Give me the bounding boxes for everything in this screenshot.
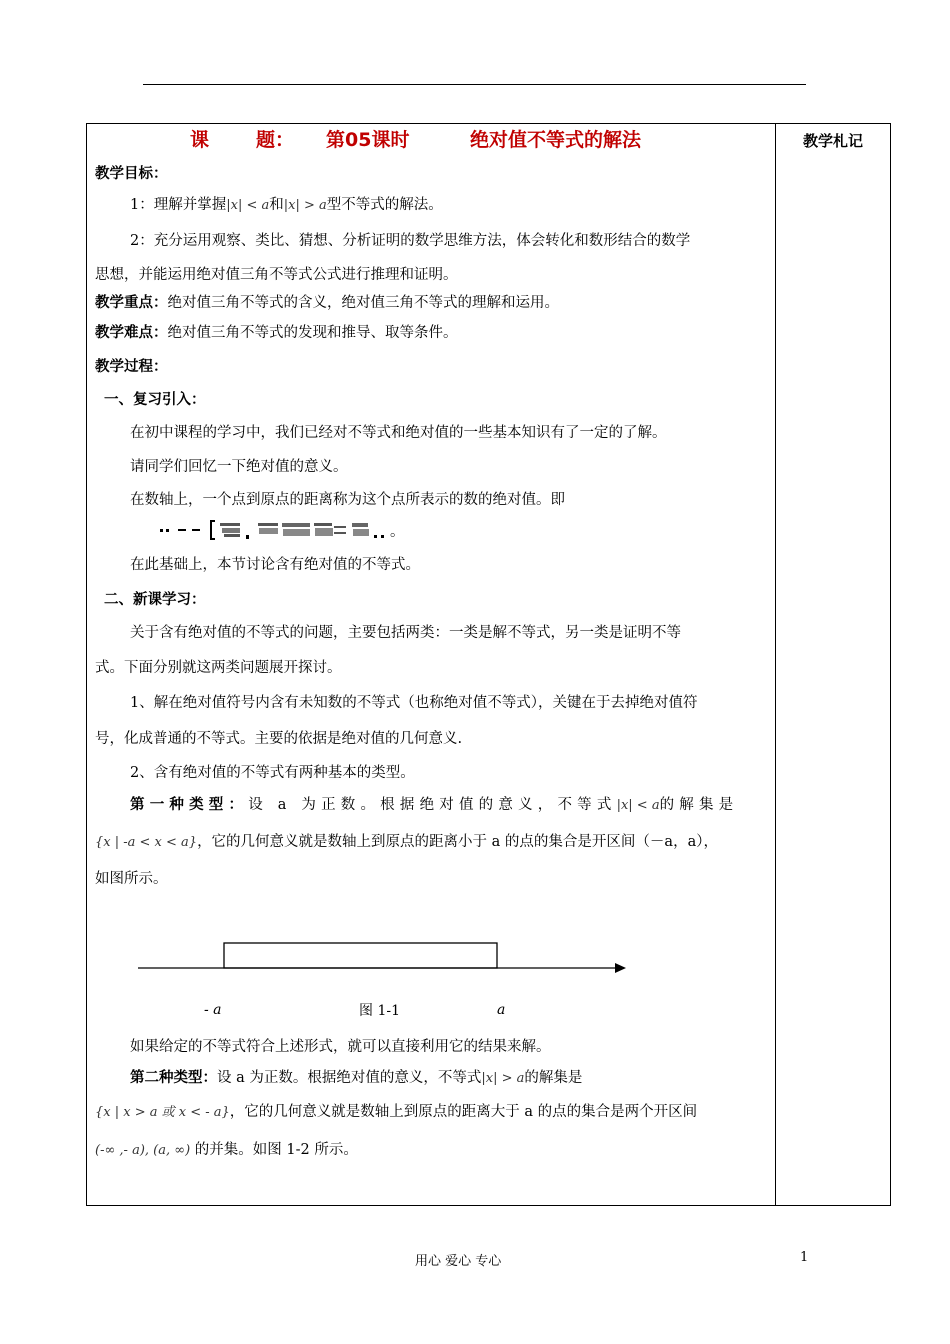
type-2-line1 xyxy=(130,1068,582,1089)
section-1-p3: 在数轴上，一个点到原点的距离称为这个点所表示的数的绝对值。即 xyxy=(130,492,565,508)
process-label: 教学过程： xyxy=(95,359,168,375)
key-point xyxy=(95,293,559,313)
key-point-text: 绝对值三角不等式的含义，绝对值三角不等式的理解和运用。 xyxy=(167,295,559,311)
type-1-line3: 如图所示。 xyxy=(95,871,168,887)
type-1-text-a: 设 a 为正数。根据绝对值的意义，不等式 xyxy=(248,797,617,813)
type-2-line3-text: 的并集。如图 1-2 所示。 xyxy=(190,1142,358,1158)
difficulty xyxy=(95,323,458,343)
title-topic: 绝对值不等式的解法 xyxy=(470,129,642,151)
section-1-p1: 在初中课程的学习中，我们已经对不等式和绝对值的一些基本知识有了一定的了解。 xyxy=(130,425,667,441)
formula-period: 。 xyxy=(390,524,405,540)
type-1-label: 第一种类型： xyxy=(130,797,249,813)
section-2-p1-line1: 关于含有绝对值的不等式的问题，主要包括两类：一类是解不等式，另一类是证明不等 xyxy=(130,625,681,641)
type-1-text-b: 的解集是 xyxy=(659,797,739,813)
page-number: 1 xyxy=(800,1250,809,1265)
objective-1-and: 和 xyxy=(269,197,284,213)
figure-label-neg-a: - a xyxy=(204,1002,222,1018)
objectives-label: 教学目标： xyxy=(95,166,168,182)
objective-2-line1: 2：充分运用观察、类比、猜想、分析证明的数学思维方法，体会转化和数形结合的数学 xyxy=(130,233,691,249)
type-2-intervals: (-∞ ,- a), (a, ∞) xyxy=(95,1143,191,1158)
section-2-heading: 二、新课学习： xyxy=(104,592,206,608)
type-1-line1 xyxy=(130,795,738,816)
type-1-line2 xyxy=(95,832,718,853)
type-2-line2-text: ，它的几何意义就是数轴上到原点的距离大于 a 的点的集合是两个开区间 xyxy=(229,1104,698,1120)
type-2-math: |x| > a xyxy=(481,1071,525,1086)
footer-motto: 用心 爱心 专心 xyxy=(415,1254,502,1269)
notes-column-heading: 教学札记 xyxy=(802,132,863,150)
section-2-p3: 2、含有绝对值的不等式有两种基本的类型。 xyxy=(130,765,415,781)
type-2-label: 第二种类型： xyxy=(130,1070,217,1086)
after-figure-text: 如果给定的不等式符合上述形式，就可以直接利用它的结果来解。 xyxy=(130,1039,551,1055)
section-2-p1-line2: 式。下面分别就这两类问题展开探讨。 xyxy=(95,660,342,676)
objective-1-suffix: 型不等式的解法。 xyxy=(326,197,443,213)
type-2-line2 xyxy=(95,1102,697,1123)
figure-caption: 图 1-1 xyxy=(359,1003,400,1019)
interval-box xyxy=(224,943,497,968)
title-lesson: 第05课时 xyxy=(326,129,410,151)
axis-arrow-icon xyxy=(615,963,626,973)
type-2-solution-set: {x | x > a 或 x < - a} xyxy=(95,1105,230,1120)
difficulty-label: 教学难点： xyxy=(95,325,168,341)
math-abs-lt: |x| < a xyxy=(226,198,270,213)
title-ke: 课 xyxy=(190,129,210,151)
type-2-line3 xyxy=(95,1140,358,1161)
header-rule xyxy=(143,84,806,85)
objective-2-line2: 思想，并能运用绝对值三角不等式公式进行推理和证明。 xyxy=(95,267,458,283)
key-point-label: 教学重点： xyxy=(95,295,168,311)
math-abs-gt: |x| > a xyxy=(283,198,327,213)
section-2-p2-line2: 号，化成普通的不等式。主要的依据是绝对值的几何意义. xyxy=(95,731,463,747)
title-ti: 题： xyxy=(256,129,295,151)
section-2-p2-line1: 1、解在绝对值符号内含有未知数的不等式（也称绝对值不等式），关键在于去掉绝对值符 xyxy=(130,695,698,711)
type-2-text-a: 设 a 为正数。根据绝对值的意义，不等式 xyxy=(217,1070,482,1086)
lesson-title xyxy=(86,125,775,155)
abs-definition-formula-image xyxy=(138,518,498,542)
notes-column-divider xyxy=(775,123,776,1206)
objective-1-prefix: 1：理解并掌握 xyxy=(130,197,227,213)
section-1-heading: 一、复习引入： xyxy=(104,392,206,408)
type-2-text-b: 的解集是 xyxy=(524,1070,583,1086)
figure-label-a: a xyxy=(497,1002,506,1018)
section-1-p4: 在此基础上，本节讨论含有绝对值的不等式。 xyxy=(130,557,420,573)
type-1-solution-set: {x | -a < x < a} xyxy=(95,835,198,850)
section-1-p2: 请同学们回忆一下绝对值的意义。 xyxy=(130,459,348,475)
objective-1 xyxy=(130,195,443,216)
type-1-math: |x| < a xyxy=(616,798,660,813)
number-line-figure xyxy=(130,935,640,980)
type-1-line2-text: ，它的几何意义就是数轴上到原点的距离小于 a 的点的集合是开区间（－a，a）， xyxy=(197,834,718,850)
difficulty-text: 绝对值三角不等式的发现和推导、取等条件。 xyxy=(167,325,458,341)
